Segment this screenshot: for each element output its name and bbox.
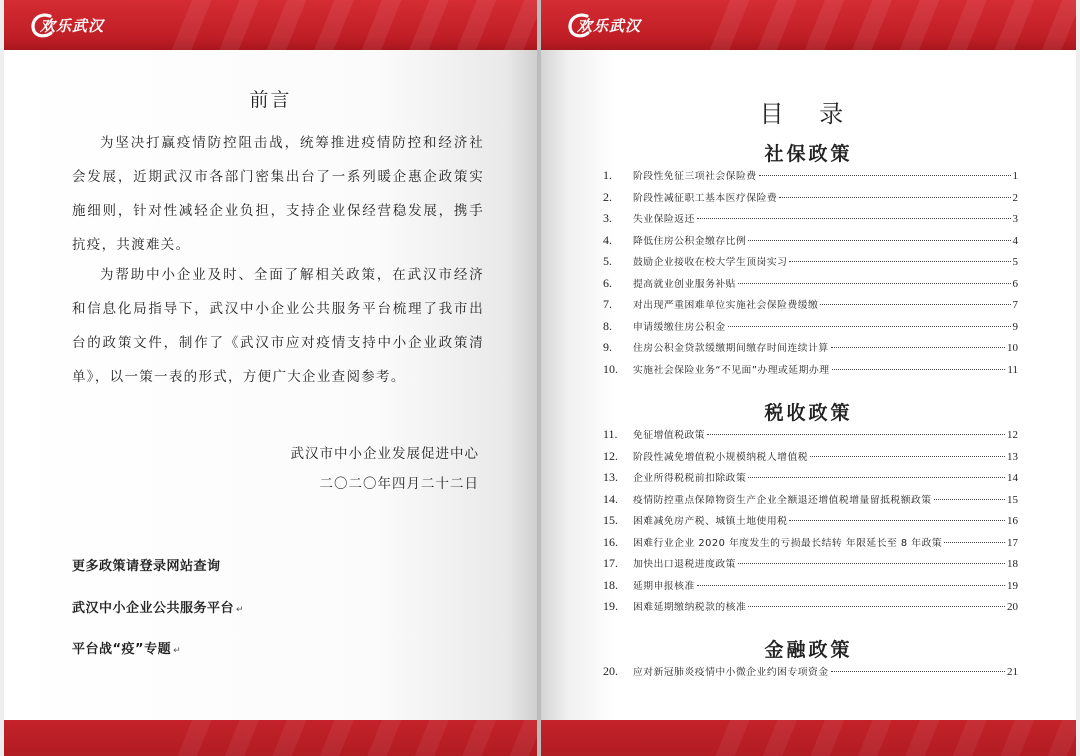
- toc-entry-number: 15.: [603, 513, 618, 527]
- logo-text: 欢乐武汉: [40, 16, 105, 35]
- toc-entry[interactable]: [603, 424, 1018, 446]
- toc-entry-number: 1.: [603, 168, 612, 182]
- toc-entry[interactable]: [603, 208, 1018, 230]
- toc-entry-title: 应对新冠肺炎疫情中小微企业约困专项资金: [633, 667, 829, 678]
- toc-entry-number: 20.: [603, 664, 618, 678]
- preface-paragraph-2: 为帮助中小企业及时、全面了解相关政策，在武汉市经济和信息化局指导下，武汉中小企业公共服务平台梳理了我市出台的政策文件，制作了《武汉市应对疫情支持中小企业政策清单》，以一策一表的形式，方便广大企业查阅参考。: [72, 267, 484, 385]
- toc-entry[interactable]: [603, 467, 1018, 489]
- toc-leader-dots: [697, 218, 1011, 219]
- footer-band: [541, 720, 1076, 756]
- toc-entry-page: 14: [1007, 472, 1018, 484]
- toc-entry-number: 2.: [603, 189, 612, 204]
- toc-entry[interactable]: [603, 230, 1018, 252]
- toc-leader-dots: [944, 542, 1005, 543]
- toc-leader-dots: [759, 175, 1011, 176]
- toc-leader-dots: [832, 369, 1006, 370]
- toc-entry-number: 4.: [603, 232, 612, 247]
- toc-leader-dots: [789, 261, 1010, 262]
- toc-entry-page: 1: [1012, 170, 1018, 182]
- toc-entry[interactable]: [603, 273, 1018, 295]
- toc-entry-page: 4: [1012, 234, 1018, 247]
- toc-entry-page: 6: [1012, 277, 1018, 290]
- toc-entry-number: 14.: [603, 491, 618, 506]
- toc-leader-dots: [810, 456, 1005, 457]
- toc-entry[interactable]: [603, 575, 1018, 597]
- toc-entry-number: 19.: [603, 599, 618, 613]
- toc-entry-title: 免征增值税政策: [633, 430, 706, 441]
- toc-entry-title: 提高就业创业服务补贴: [633, 278, 736, 290]
- toc-entry[interactable]: [603, 251, 1018, 273]
- toc-entry-number: 17.: [603, 556, 618, 570]
- toc-leader-dots: [789, 520, 1005, 521]
- toc-entry-number: 6.: [603, 275, 612, 290]
- toc-leader-dots: [728, 326, 1011, 327]
- more-info-text: 更多政策请登录网站查询: [72, 559, 221, 574]
- toc-entry-title: 失业保险返还: [633, 214, 695, 225]
- toc-title: 目 录: [759, 100, 858, 128]
- toc-entry-page: 21: [1007, 666, 1018, 678]
- toc-list-finance: [603, 661, 1018, 683]
- section-heading-finance: 金融政策: [764, 639, 853, 661]
- toc-leader-dots: [748, 606, 1005, 607]
- toc-entry-title: 阶段性减免增值税小规模纳税人增值税: [633, 451, 809, 463]
- toc-entry-page: 11: [1007, 363, 1018, 376]
- toc-entry-title: 困难延期缴纳税款的核准: [633, 602, 747, 613]
- toc-entry-page: 13: [1007, 450, 1018, 463]
- toc-leader-dots: [748, 240, 1010, 241]
- toc-entry-title: 加快出口退税进度政策: [633, 559, 736, 570]
- toc-entry-number: 7.: [603, 297, 612, 311]
- toc-entry[interactable]: [603, 532, 1018, 554]
- toc-entry-page: 15: [1007, 493, 1018, 506]
- toc-leader-dots: [697, 585, 1005, 586]
- preface-title: 前言: [249, 89, 292, 111]
- toc-entry[interactable]: [603, 446, 1018, 468]
- toc-entry-title: 阶段性减征职工基本医疗保险费: [633, 192, 778, 204]
- toc-entry-page: 20: [1007, 601, 1018, 613]
- logo-text: 欢乐武汉: [577, 16, 642, 35]
- toc-entry-page: 2: [1012, 191, 1018, 204]
- toc-entry-title: 疫情防控重点保障物资生产企业全额退还增值税增量留抵税额政策: [633, 494, 932, 506]
- toc-entry[interactable]: [603, 489, 1018, 511]
- toc-leader-dots: [831, 671, 1005, 672]
- toc-entry-number: 5.: [603, 254, 612, 268]
- toc-entry-page: 3: [1012, 213, 1018, 225]
- footer-band: [4, 720, 537, 756]
- toc-entry-title: 延期申报核准: [633, 580, 695, 592]
- right-page: [541, 0, 1076, 756]
- topic-link[interactable]: [72, 638, 181, 657]
- toc-entry-title: 阶段性免征三项社会保险费: [633, 171, 757, 182]
- toc-leader-dots: [831, 347, 1005, 348]
- toc-leader-dots: [707, 434, 1005, 435]
- toc-entry[interactable]: [603, 337, 1018, 359]
- toc-entry-title: 鼓励企业接收在校大学生顶岗实习: [633, 257, 788, 268]
- toc-entry-title: 困难减免房产税、城镇土地使用税: [633, 516, 788, 527]
- toc-entry[interactable]: [603, 596, 1018, 618]
- toc-entry[interactable]: [603, 187, 1018, 209]
- toc-entry-page: 19: [1007, 579, 1018, 592]
- toc-entry-number: 8.: [603, 318, 612, 333]
- toc-entry-page: 12: [1007, 429, 1018, 441]
- signature-date: 二〇二〇年四月二十二日: [319, 476, 479, 492]
- toc-entry-title: 对出现严重困难单位实施社会保险费缓缴: [633, 300, 819, 311]
- toc-entry-number: 10.: [603, 361, 618, 376]
- toc-entry-page: 7: [1012, 299, 1018, 311]
- signature-org: 武汉市中小企业发展促进中心: [290, 446, 479, 462]
- toc-leader-dots: [779, 197, 1010, 198]
- toc-entry[interactable]: [603, 553, 1018, 575]
- toc-entry-page: 5: [1012, 256, 1018, 268]
- toc-list-social-security: [603, 165, 1018, 380]
- link-mark: ↵: [236, 605, 245, 615]
- toc-entry[interactable]: [603, 294, 1018, 316]
- toc-list-tax: [603, 424, 1018, 618]
- toc-entry-page: 10: [1007, 342, 1018, 354]
- toc-leader-dots: [820, 304, 1010, 305]
- toc-entry-page: 17: [1007, 536, 1018, 549]
- toc-entry-title: 企业所得税税前扣除政策: [633, 473, 747, 484]
- toc-entry-page: 18: [1007, 558, 1018, 570]
- toc-entry-number: 16.: [603, 534, 618, 549]
- toc-entry-title: 申请缓缴住房公积金: [633, 321, 726, 333]
- section-heading-tax: 税收政策: [764, 402, 853, 424]
- toc-leader-dots: [934, 499, 1005, 500]
- toc-entry-page: 16: [1007, 515, 1018, 527]
- link-mark: ↵: [173, 646, 182, 656]
- left-page: [4, 0, 537, 756]
- toc-entry[interactable]: [603, 510, 1018, 532]
- toc-entry-number: 12.: [603, 448, 618, 463]
- toc-entry[interactable]: [603, 165, 1018, 187]
- toc-entry-number: 11.: [603, 427, 618, 441]
- preface-paragraph-1: 为坚决打赢疫情防控阻击战，统筹推进疫情防控和经济社会发展，近期武汉市各部门密集出台了一系列暖企惠企政策实施细则，针对性减轻企业负担，支持企业保经营稳发展，携手抗疫，共渡难关。: [72, 135, 484, 253]
- toc-leader-dots: [738, 283, 1011, 284]
- toc-entry[interactable]: [603, 316, 1018, 338]
- brand-logo: [30, 12, 104, 38]
- platform-link-label[interactable]: 武汉中小企业公共服务平台: [72, 601, 235, 616]
- toc-entry-number: 18.: [603, 577, 618, 592]
- toc-entry-title: 降低住房公积金缴存比例: [633, 235, 747, 247]
- brand-logo: [567, 12, 641, 38]
- toc-entry[interactable]: [603, 359, 1018, 381]
- toc-leader-dots: [748, 477, 1005, 478]
- toc-entry-number: 13.: [603, 470, 618, 484]
- toc-entry[interactable]: [603, 661, 1018, 683]
- toc-leader-dots: [738, 563, 1005, 564]
- toc-entry-number: 9.: [603, 340, 612, 354]
- toc-entry-number: 3.: [603, 211, 612, 225]
- toc-entry-title: 实施社会保险业务“不见面”办理或延期办理: [633, 364, 830, 376]
- toc-entry-page: 9: [1012, 320, 1018, 333]
- section-heading-social-security: 社保政策: [764, 143, 853, 165]
- toc-entry-title: 困难行业企业 2020 年度发生的亏损最长结转 年限延长至 8 年政策: [633, 537, 943, 549]
- toc-entry-title: 住房公积金贷款缓缴期间缴存时间连续计算: [633, 343, 829, 354]
- topic-link-label[interactable]: 平台战“疫”专题: [72, 642, 172, 657]
- platform-link[interactable]: [72, 597, 244, 616]
